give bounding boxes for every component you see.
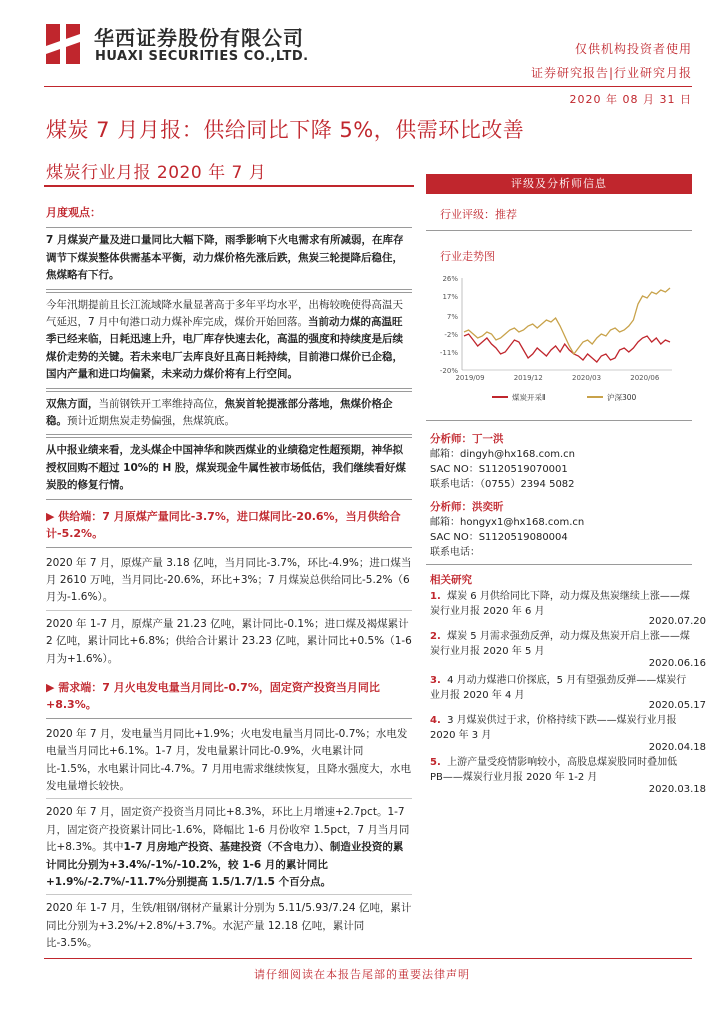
report-title: 煤炭 7 月月报：供给同比下降 5%，供需环比改善 <box>46 118 525 142</box>
related-link[interactable]: 煤炭 6 月供给同比下降，动力煤及焦炭继续上涨——煤炭行业月报 2020 年 6 月 <box>430 591 690 617</box>
legend-label: 沪深300 <box>607 393 637 402</box>
coke-paragraph <box>46 391 412 436</box>
related-link[interactable]: 3 月煤炭供过于求，价格持续下跌——煤炭行业月报 2020 年 3 月 <box>430 715 677 741</box>
demand-paragraph-2 <box>46 801 412 895</box>
analyst-2-name: 分析师：洪奕昕 <box>430 501 504 513</box>
analyst-2 <box>430 500 692 560</box>
analyst-2-phone: 联系电话： <box>430 547 480 558</box>
related-item: 5. 上游产量受疫情影响较小，高股息煤炭股同时叠加低 PB——煤炭行业月报 2020 年 1-2 月 <box>430 757 678 783</box>
analyst-1-email: 邮箱：dingyh@hx168.com.cn <box>430 449 575 460</box>
outlook-paragraph <box>46 292 412 389</box>
x-tick-label: 2020/06 <box>630 374 660 382</box>
y-tick-label: 7% <box>446 313 458 321</box>
related-item: 4. 3 月煤炭供过于求，价格持续下跌——煤炭行业月报 2020 年 3 月 <box>430 715 677 741</box>
y-tick-label: -20% <box>439 367 458 375</box>
coke-label: 双焦方面， <box>46 397 99 410</box>
related-research-heading: 相关研究 <box>430 574 472 586</box>
earnings-paragraph: 从中报业绩来看，龙头煤企中国神华和陕西煤业的业绩稳定性超预期，神华拟授权回购不超过 10%的 H 股，煤炭现金牛属性被市场低估，我们继续看好煤炭股的修复行情。 <box>46 437 412 499</box>
left-column <box>46 204 412 958</box>
related-link[interactable]: 煤炭 5 月需求强劲反弹，动力煤及焦炭开启上涨——煤炭行业月报 2020 年 5 月 <box>430 631 690 657</box>
analyst-divider <box>426 564 692 565</box>
related-date: 2020.05.17 <box>648 700 706 711</box>
huaxi-logo-icon <box>46 24 86 64</box>
company-name-en: HUAXI SECURITIES CO.,LTD. <box>95 49 309 64</box>
x-tick-label: 2019/09 <box>455 374 485 382</box>
coke-text-1: 当前钢铁开工率维持高位， <box>98 397 225 410</box>
coke-text-2: 预计近期焦炭走势偏强，焦煤筑底。 <box>67 415 235 428</box>
analyst-2-sac: SAC NO：S1120519080004 <box>430 532 568 543</box>
y-tick-label: 26% <box>442 275 458 283</box>
trend-title: 行业走势图 <box>440 250 495 263</box>
analyst-2-email: 邮箱：hongyx1@hx168.com.cn <box>430 517 585 528</box>
analyst-1-name: 分析师：丁一洪 <box>430 433 504 445</box>
section-label: 月度观点： <box>46 206 101 219</box>
related-item: 2. 煤炭 5 月需求强劲反弹，动力煤及焦炭开启上涨——煤炭行业月报 2020 年 5 月 <box>430 631 690 657</box>
supply-heading: ▶ 供给端：7 月原煤产量同比-3.7%，进口煤同比-20.6%，当月供给合计-5.2%。 <box>46 502 412 548</box>
subtitle-divider <box>44 185 414 187</box>
x-tick-label: 2020/03 <box>571 374 602 382</box>
legal-notice[interactable]: 请仔细阅读在本报告尾部的重要法律声明 <box>254 968 470 981</box>
demand-heading: ▶ 需求端：7 月火电发电量当月同比-0.7%，固定资产投资当月同比+8.3%。 <box>46 673 412 719</box>
related-date: 2020.07.20 <box>648 616 706 627</box>
series-line-hs300 <box>464 288 670 354</box>
coke-emphasis: 焦炭首轮提涨部分落地，焦煤价格企稳。 <box>46 397 393 428</box>
header-divider <box>44 86 692 87</box>
related-item: 3. 4 月动力煤港口价探底，5 月有望强劲反弹——煤炭行业月报 2020 年 4 月 <box>430 675 687 701</box>
demand-paragraph-1: 2020 年 7 月，发电量当月同比+1.9%；火电发电量当月同比-0.7%；水电发电量当月同比+6.1%。1-7 月，发电量累计同比-0.9%，火电累计同比-1.5%，水电累计同比-4.7%。7 月用电需求继续恢复，且降水强度大，水电发电量增长较快。 <box>46 723 412 800</box>
demand-text: 2020 年 7 月，固定资产投资当月同比+8.3%，环比上月增速+2.7pct。1-7 月，固定资产投资累计同比-1.6%，降幅比 1-6 月份收窄 1.5pct，7 月当月同比+8.3%。其中 <box>46 806 410 854</box>
outlook-emphasis: 当前动力煤的高温旺季已经来临，日耗迅速上升，电厂库存快速去化，高温的强度和持续度是后续煤价走势的关键。若未来电厂去库良好且高日耗持续，目前港口煤价已企稳，国内产量和进口均偏紧，未来动力煤价将有上行空间。 <box>46 316 403 381</box>
audience-note: 仅供机构投资者使用 <box>574 42 692 56</box>
rating-divider <box>426 230 692 231</box>
report-date: 2020 年 08 月 31 日 <box>569 93 692 106</box>
y-tick-label: -11% <box>439 349 458 357</box>
industry-rating: 行业评级：推荐 <box>440 208 517 221</box>
footer-divider <box>44 958 692 959</box>
related-item: 1. 煤炭 6 月供给同比下降，动力煤及焦炭继续上涨——煤炭行业月报 2020 年 6 月 <box>430 591 690 617</box>
analyst-1-sac: SAC NO：S1120519070001 <box>430 464 568 475</box>
y-tick-label: -2% <box>444 331 458 339</box>
demand-emphasis: 1-7 月房地产投资、基建投资（不含电力）、制造业投资的累计同比分别为+3.4%/-1%/-10.2%，较 1-6 月的累计同比+1.9%/-2.7%/-11.7%分别提高 1.5/1.7/1.5 个百分点。 <box>46 841 404 888</box>
y-tick-label: 17% <box>442 293 458 301</box>
report-subtitle: 煤炭行业月报 2020 年 7 月 <box>46 163 267 183</box>
related-date: 2020.03.18 <box>648 784 706 795</box>
analyst-1-phone: 联系电话：（0755）2394 5082 <box>430 479 575 490</box>
analyst-1 <box>430 432 692 492</box>
demand-paragraph-3: 2020 年 1-7 月，生铁/粗钢/钢材产量累计分别为 5.11/5.93/7.24 亿吨，累计同比分别为+3.2%/+2.8%/+3.7%。水泥产量 12.18 亿吨，累计同比-3.5%。 <box>46 902 412 950</box>
report-type: 证券研究报告|行业研究月报 <box>530 66 692 80</box>
supply-paragraph-1: 2020 年 7 月，原煤产量 3.18 亿吨，当月同比-3.7%，环比-4.9%；进口煤当月 2610 万吨，当月同比-20.6%，环比+3%；7 月煤炭总供给同比-5.2%（6 月为-1.6%）。 <box>46 552 412 611</box>
legend-label: 煤炭开采Ⅱ <box>512 393 546 402</box>
summary-paragraph: 7 月煤炭产量及进口量同比大幅下降，雨季影响下火电需求有所减弱，在库存调节下煤炭整体供需基本平衡，动力煤价格先涨后跌，焦炭三轮提降后稳住，焦煤略有下行。 <box>46 227 412 289</box>
related-link[interactable]: 上游产量受疫情影响较小，高股息煤炭股同时叠加低 PB——煤炭行业月报 2020 年 1-2 月 <box>430 757 678 783</box>
company-name-cn: 华西证券股份有限公司 <box>94 26 304 50</box>
chart-divider <box>426 420 692 421</box>
related-link[interactable]: 4 月动力煤港口价探底，5 月有望强劲反弹——煤炭行业月报 2020 年 4 月 <box>430 675 687 701</box>
x-tick-label: 2019/12 <box>513 374 543 382</box>
analyst-info-band: 评级及分析师信息 <box>426 174 692 194</box>
outlook-text: 今年汛期提前且长江流域降水量显著高于多年平均水平，出梅较晚使得高温天气延迟，7 月中旬港口动力煤补库完成，煤价开始回落。 <box>46 298 403 329</box>
related-date: 2020.06.16 <box>648 658 706 669</box>
supply-paragraph-2: 2020 年 1-7 月，原煤产量 21.23 亿吨，累计同比-0.1%；进口煤及褐煤累计 2 亿吨，累计同比+6.8%；供给合计累计 23.23 亿吨，累计同比+0.5%（1-6 月为+1.6%）。 <box>46 617 412 665</box>
related-date: 2020.04.18 <box>648 742 706 753</box>
industry-trend-chart <box>432 270 694 410</box>
